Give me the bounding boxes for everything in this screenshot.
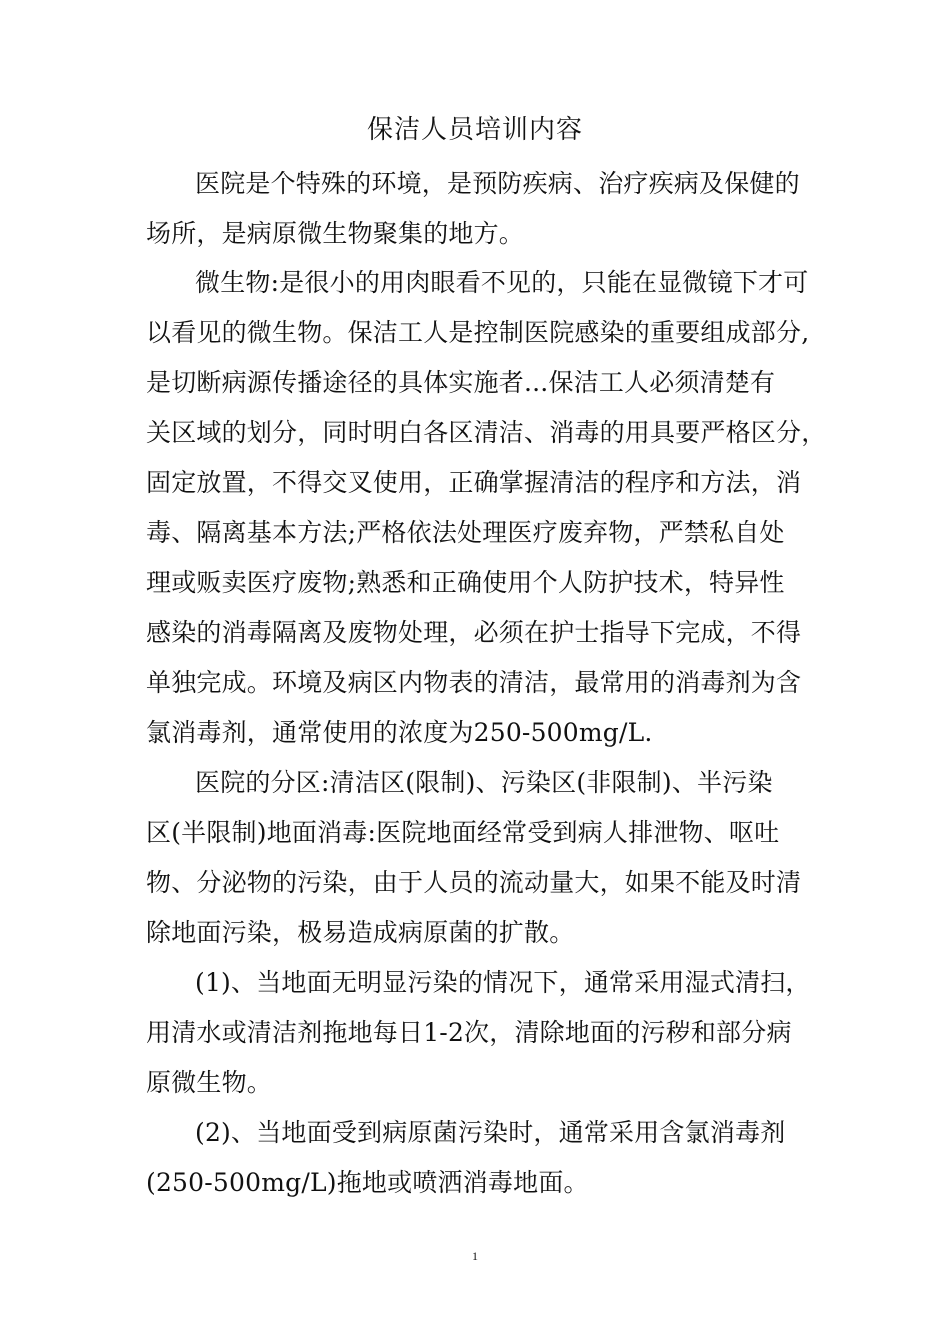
paragraph-line: 毒、隔离基本方法;严格依法处理医疗废弃物，严禁私自处 bbox=[146, 518, 785, 547]
paragraph-line: (250-500mg/L)拖地或喷洒消毒地面。 bbox=[146, 1168, 589, 1197]
paragraph-line: 单独完成。环境及病区内物表的清洁，最常用的消毒剂为含 bbox=[146, 668, 802, 697]
paragraph-line: 用清水或清洁剂拖地每日1-2次，清除地面的污秽和部分病 bbox=[146, 1018, 792, 1047]
paragraph-line: 场所，是病原微生物聚集的地方。 bbox=[146, 219, 525, 248]
page-number: 1 bbox=[472, 1249, 478, 1263]
paragraph-line: (2)、当地面受到病原菌污染时，通常采用含氯消毒剂 bbox=[195, 1118, 786, 1147]
paragraph-line: 氯消毒剂，通常使用的浓度为250-500mg/L. bbox=[146, 718, 653, 747]
paragraph-line: 原微生物。 bbox=[146, 1068, 273, 1097]
paragraph-line: 以看见的微生物。保洁工人是控制医院感染的重要组成部分, bbox=[146, 318, 810, 347]
paragraph-line: 医院是个特殊的环境，是预防疾病、治疗疾病及保健的 bbox=[195, 169, 800, 198]
paragraph-line: 关区域的划分，同时明白各区清洁、消毒的用具要严格区分， bbox=[146, 418, 827, 447]
paragraph-line: 感染的消毒隔离及废物处理，必须在护士指导下完成，不得 bbox=[146, 618, 802, 647]
paragraph-line: 物、分泌物的污染，由于人员的流动量大，如果不能及时清 bbox=[146, 868, 802, 897]
paragraph-line: 区(半限制)地面消毒:医院地面经常受到病人排泄物、呕吐 bbox=[146, 818, 780, 847]
paragraph-line: 固定放置，不得交叉使用，正确掌握清洁的程序和方法，消 bbox=[146, 468, 802, 497]
paragraph-line: 医院的分区:清洁区(限制)、污染区(非限制)、半污染 bbox=[195, 768, 773, 797]
paragraph-line: 微生物:是很小的用肉眼看不见的，只能在显微镜下才可 bbox=[195, 268, 809, 297]
paragraph-line: 理或贩卖医疗废物;熟悉和正确使用个人防护技术，特异性 bbox=[146, 568, 785, 597]
paragraph-line: (1)、当地面无明显污染的情况下，通常采用湿式清扫， bbox=[195, 968, 811, 997]
document-title: 保洁人员培训内容 bbox=[366, 115, 583, 145]
paragraph-line: 是切断病源传播途径的具体实施者...保洁工人必须清楚有 bbox=[146, 368, 776, 397]
paragraph-line: 除地面污染，极易造成病原菌的扩散。 bbox=[146, 918, 575, 947]
